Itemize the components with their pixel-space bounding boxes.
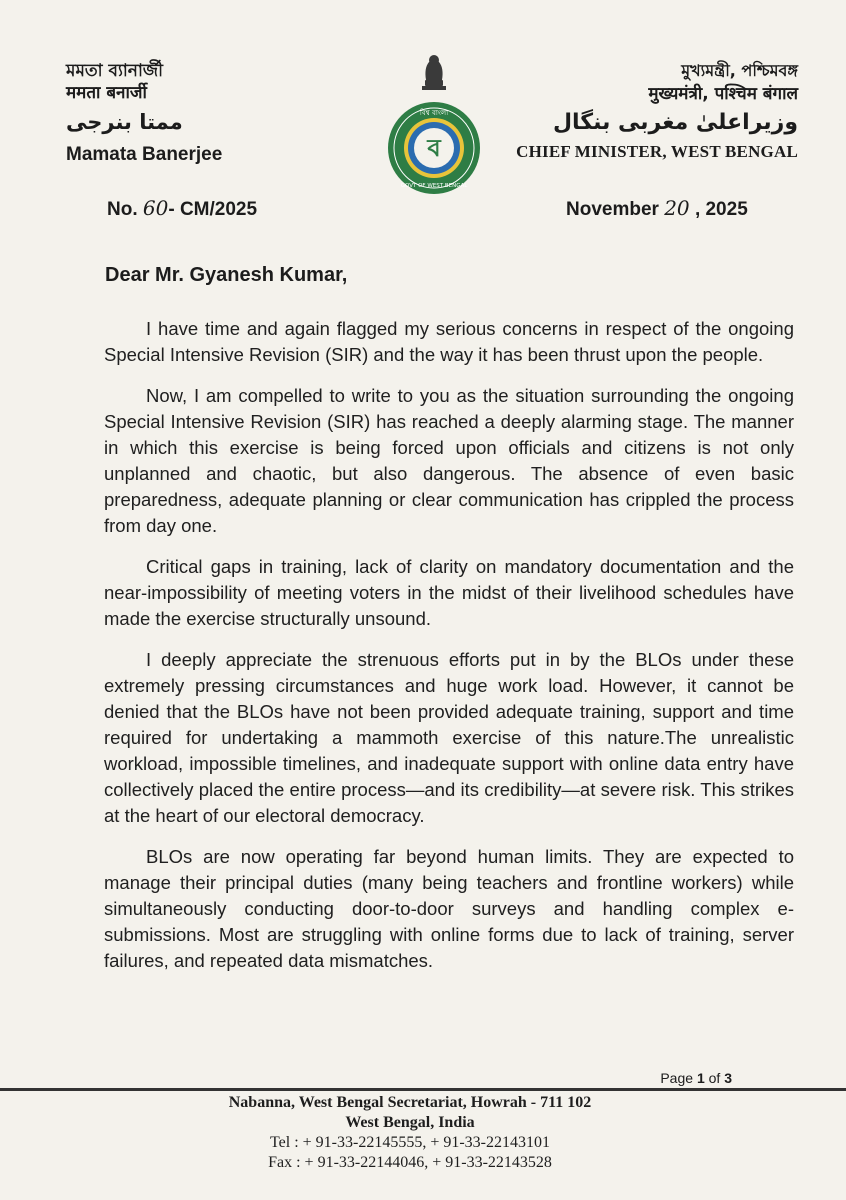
reference-prefix: No. <box>107 199 138 220</box>
paragraph-4: I deeply appreciate the strenuous efforts put in by the BLOs under these extremely pressing circumstances and huge work load. However, it cannot be denied that the BLOs have not been provided adequate training, support and time required for undertaking a mammoth exercise of this nature.The unrealistic workload, impossible timelines, and inadequate support with online data entry have collectively placed the entire process—and its credibility—at severe risk. This strikes at the heart of our electoral democracy. <box>104 649 794 826</box>
reference-handwritten-number: 60 <box>142 196 169 220</box>
name-urdu: ممتا بنرجی <box>66 110 183 134</box>
fax: Fax : + 91-33-22144046, + 91-33-22143528 <box>268 1154 552 1171</box>
telephone: Tel : + 91-33-22145555, + 91-33-22143101 <box>269 1134 550 1151</box>
title-hindi: मुख्यमंत्री, पश्चिम बंगाल <box>648 84 798 104</box>
page-total: 3 <box>724 1070 732 1086</box>
state-emblem <box>378 50 490 200</box>
page-of: of <box>708 1070 721 1086</box>
name-english: Mamata Banerjee <box>66 144 223 165</box>
page-label: Page <box>660 1070 694 1086</box>
name-bengali: মমতা ব্যানার্জী <box>66 61 163 81</box>
title-bengali: মুখ্যমন্ত্রী, পশ্চিমবঙ্গ <box>681 61 798 80</box>
letterhead-left <box>66 60 326 166</box>
date-year: , 2025 <box>694 199 748 220</box>
seal-text-bottom: GOVT OF WEST BENGAL <box>400 183 468 189</box>
letterhead-right <box>508 60 798 162</box>
paragraph-5: BLOs are now operating far beyond human limits. They are expected to manage their principal duties (many being teachers and frontline workers) while simultaneously conducting door-to-door surveys and handling complex e-submissions. Most are struggling with online forms due to lack of training, server failures, and repeated data mismatches. <box>104 846 794 971</box>
salutation: Dear Mr. Gyanesh Kumar, <box>105 264 348 286</box>
paragraph-2: Now, I am compelled to write to you as the situation surrounding the ongoing Special Intensive Revision (SIR) has reached a deeply alarming stage. The manner in which this exercise is being forced upon officials and citizens is not only unplanned and chaotic, but also dangerous. The absence of even basic preparedness, adequate planning or clear communication has crippled the process from day one. <box>104 385 794 536</box>
paragraph-3: Critical gaps in training, lack of clarity on mandatory documentation and the near-impossibility of meeting voters in the midst of their livelihood schedules have made the exercise structurally unsound. <box>104 556 794 629</box>
footer-divider <box>0 1088 846 1091</box>
letter-date <box>566 196 748 221</box>
seal-letter: ব <box>427 134 441 162</box>
paragraph-1: I have time and again flagged my serious concerns in respect of the ongoing Special Intensive Revision (SIR) and the way it has been thrust upon the people. <box>104 318 794 365</box>
title-urdu: وزیراعلیٰ مغربی بنگال <box>552 110 798 135</box>
reference-suffix: - CM/2025 <box>168 199 258 220</box>
letter-body <box>104 316 794 989</box>
page-number <box>660 1070 732 1086</box>
footer-address <box>180 1093 640 1173</box>
address-line-2: West Bengal, India <box>345 1114 475 1131</box>
date-month: November <box>566 199 659 220</box>
address-line-1: Nabanna, West Bengal Secretariat, Howrah - 711 102 <box>228 1094 592 1111</box>
date-handwritten-day: 20 <box>664 196 690 220</box>
reference-number <box>107 196 257 221</box>
seal-text-top: বিশ্ব বাংলা <box>419 109 449 117</box>
page-current: 1 <box>696 1070 705 1086</box>
name-hindi: ममता बनार्जी <box>66 83 147 103</box>
title-english: CHIEF MINISTER, WEST BENGAL <box>516 142 798 161</box>
emblem-icon <box>378 50 490 200</box>
